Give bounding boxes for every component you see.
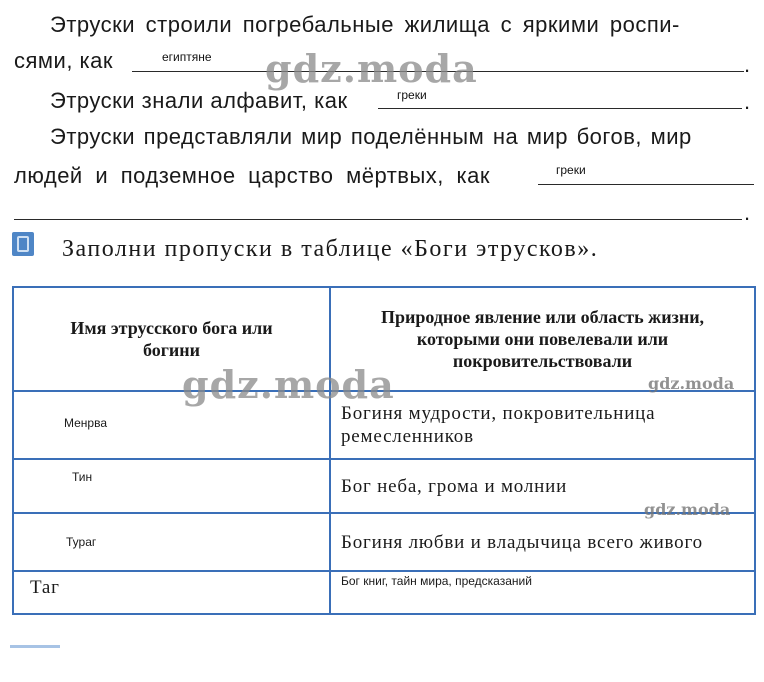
answer-blank-3-continued[interactable]: [14, 219, 742, 220]
text-line-3: Этруски знали алфавит, как: [50, 88, 348, 113]
text-line-4: Этруски представляли мир поделённым на мир богов, мир: [50, 124, 692, 149]
god-name-cell: Таг: [13, 571, 330, 614]
god-domain-cell[interactable]: Бог неба, грома и молнии: [330, 459, 755, 513]
header-god-name: Имя этрусского бога или богини: [13, 287, 330, 391]
watermark-top: gdz.moda: [265, 46, 478, 91]
text-line-2: сями, как: [14, 48, 114, 73]
period-2: .: [744, 89, 751, 114]
table-row: [13, 571, 755, 614]
answer-blank-2[interactable]: [378, 108, 742, 109]
task-number-badge: [12, 232, 34, 256]
answer-3: греки: [556, 163, 586, 177]
god-name-cell[interactable]: Менрва: [13, 391, 330, 459]
watermark-small-2: gdz.moda: [644, 500, 731, 519]
header-domain: Природное явление или область жизни, которыми они повелевали или покровительствовали: [330, 287, 755, 391]
answer-blank-3[interactable]: [538, 184, 754, 185]
text-line-1: Этруски строили погребальные жилища с яркими роспи-: [50, 12, 680, 37]
god-name-cell: Тин: [13, 459, 330, 513]
text-line-5: людей и подземное царство мёртвых, как: [14, 163, 490, 188]
god-domain-cell: Богиня мудрости, покровительница ремесленников: [330, 391, 755, 459]
god-domain-cell[interactable]: Бог книг, тайн мира, предсказаний: [330, 571, 755, 614]
watermark-middle: gdz.moda: [182, 362, 395, 407]
gods-table: [12, 286, 756, 615]
page-edge-mark: [10, 645, 60, 648]
period-3: .: [744, 200, 751, 225]
answer-1: египтяне: [162, 50, 212, 64]
task-instruction: Заполни пропуски в таблице «Боги этрусков».: [62, 236, 599, 262]
god-domain-cell: Богиня любви и владычица всего живого: [330, 513, 755, 571]
table-row: [13, 513, 755, 571]
watermark-small-1: gdz.moda: [648, 374, 735, 393]
god-name-cell[interactable]: Тураг: [13, 513, 330, 571]
period-1: .: [744, 52, 751, 77]
answer-2: греки: [397, 88, 427, 102]
